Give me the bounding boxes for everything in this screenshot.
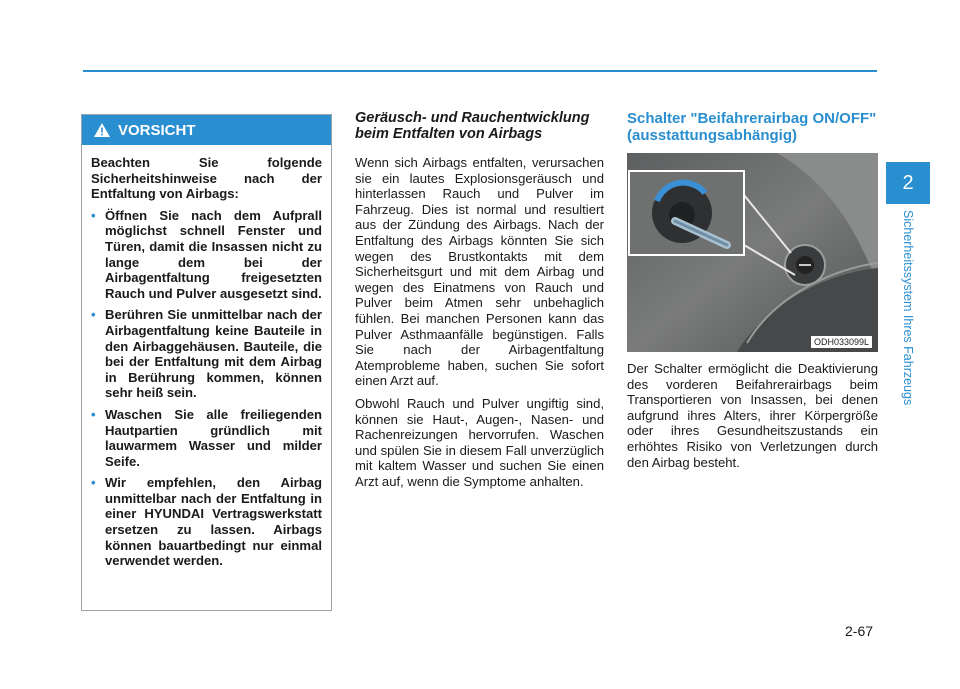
caution-box bbox=[81, 114, 332, 611]
caution-item: • Öffnen Sie nach dem Aufprall möglichst schnell Fenster und Türen, damit die Insassen nicht zu lange dem bei der Airbagentfaltung freigesetzten Rauch und Pulver ausgesetzt sind. bbox=[91, 207, 322, 301]
caution-intro: Beachten Sie folgende Sicherheitshinweise nach der Entfaltung von Airbags: bbox=[91, 155, 322, 202]
caution-item: • Berühren Sie unmittelbar nach der Airbagentfaltung keine Bauteile in den Airbaggehäusen. Bauteile, die bei der Entfaltung mit dem Airbag in Berührung kommen, können sehr heiß sein. bbox=[91, 307, 322, 401]
image-code: ODH033099L bbox=[811, 336, 872, 348]
middle-column bbox=[355, 110, 604, 496]
bullet-icon: • bbox=[91, 307, 96, 323]
bullet-icon: • bbox=[91, 406, 96, 422]
chapter-tab: 2 bbox=[886, 162, 930, 204]
caution-body bbox=[82, 145, 331, 569]
caution-title: VORSICHT bbox=[118, 121, 196, 139]
caution-item: • Waschen Sie alle freiliegenden Hautpartien gründlich mit lauwarmem Wasser und milder Seife. bbox=[91, 406, 322, 469]
section-heading: Geräusch- und Rauchentwicklung beim Entfalten von Airbags bbox=[355, 110, 590, 142]
caution-item: • Wir empfehlen, den Airbag unmittelbar nach der Entfaltung in einer HYUNDAI Vertragswerkstatt ersetzen zu lassen. Airbags können bauartbedingt nur einmal verwendet werden. bbox=[91, 475, 322, 569]
caution-header bbox=[82, 115, 331, 145]
switch-illustration bbox=[627, 153, 878, 352]
body-paragraph: Obwohl Rauch und Pulver ungiftig sind, können sie Haut-, Augen-, Nasen- und Rachenreizungen hervorrufen. Waschen und spülen Sie in diesem Fall unverzüglich mit kaltem Wasser und suchen Sie einen Arzt auf, wenn die Symptome anhalten. bbox=[355, 395, 604, 489]
section-heading: Schalter "Beifahrerairbag ON/OFF" (ausstattungsabhängig) bbox=[627, 110, 877, 144]
warning-icon bbox=[94, 123, 110, 137]
body-paragraph: Wenn sich Airbags entfalten, verursachen sie ein lautes Explosionsgeräusch und hinterlassen Rauch und Pulver im Fahrzeug. Dies ist normal und resultiert aus der Zündung des Airbags. Nach der Entfaltung des Airbags könnten Sie sich wegen des Brustkontakts mit dem Sicherheitsgurt und mit dem Airbag und wegen des Einatmens von Rauch und Pulver beim Atmen sehr unbehaglich fühlen. Bei manchen Personen kann das Pulver Asthmaanfälle begünstigen. Falls Sie nach der Airbagentfaltung Atemprobleme haben, suchen Sie sofort einen Arzt auf. bbox=[355, 155, 604, 389]
page-number: 2-67 bbox=[845, 623, 874, 639]
airbag-switch-photo bbox=[627, 153, 878, 352]
bullet-icon: • bbox=[91, 475, 96, 491]
body-paragraph: Der Schalter ermöglicht die Deaktivierung des vorderen Beifahrerairbags beim Transportieren von Insassen, bei denen aufgrund ihres Alters, ihrer Körpergröße oder ihres Gesundheitszustands ein erhöhtes Risiko von Verletzungen durch den Airbag besteht. bbox=[627, 361, 878, 470]
right-column bbox=[627, 110, 878, 477]
header-rule bbox=[83, 70, 877, 72]
caution-list bbox=[91, 208, 322, 569]
bullet-icon: • bbox=[91, 207, 96, 223]
chapter-title: Sicherheitssystem Ihres Fahrzeugs bbox=[901, 210, 915, 406]
